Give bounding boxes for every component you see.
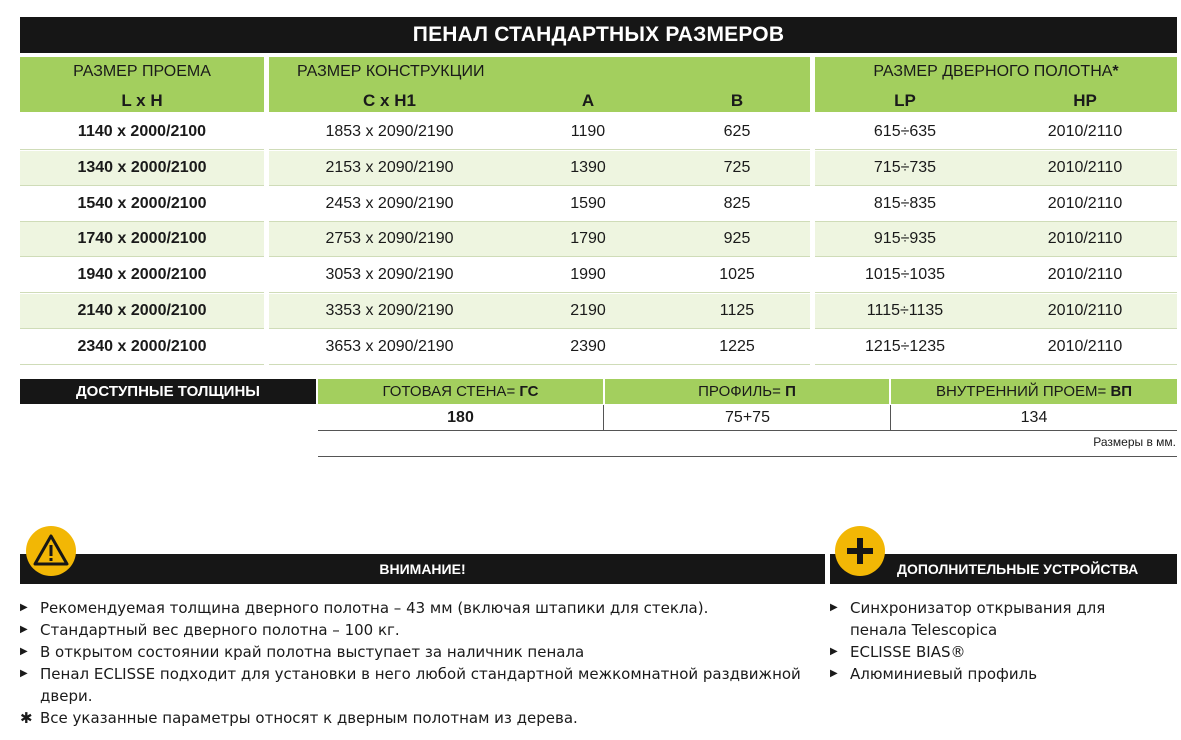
table-cell-a: 1590: [570, 195, 606, 212]
table-cell-a: 2390: [570, 338, 606, 355]
table-cell-hp: 2010/2110: [1047, 266, 1123, 283]
note-divider: [318, 456, 1177, 457]
header-hp: HP: [1073, 91, 1097, 110]
table-cell-lh: 1340 x 2000/2100: [77, 159, 207, 176]
table-cell-lh: 1140 x 2000/2100: [77, 123, 207, 140]
footnote: ✱ Все указанные параметры относят к дверным полотнам из дерева.: [20, 709, 578, 727]
table-cell-b: 625: [723, 123, 751, 140]
header-construction-sub: C x H1: [363, 91, 416, 110]
table-cell-lh: 2140 x 2000/2100: [77, 302, 207, 319]
warning-list: [20, 597, 820, 729]
table-cell-ch: 2153 x 2090/2190: [325, 159, 454, 176]
table-cell-ch: 3653 x 2090/2190: [325, 338, 454, 355]
table-cell-b: 1025: [719, 266, 755, 283]
header-opening-sub: L x H: [121, 91, 163, 110]
table-cell-ch: 3353 x 2090/2190: [325, 302, 454, 319]
table-cell-b: 1225: [719, 338, 755, 355]
extras-title: ДОПОЛНИТЕЛЬНЫЕ УСТРОЙСТВА: [830, 554, 1177, 584]
table-cell-a: 1790: [570, 230, 606, 247]
thickness-inner-header: ВНУТРЕННИЙ ПРОЕМ= ВП: [891, 379, 1177, 404]
table-cell-ch: 2453 x 2090/2190: [325, 195, 454, 212]
warning-title: ВНИМАНИЕ!: [20, 554, 825, 584]
table-cell-lp: 815÷835: [873, 195, 937, 212]
table-cell-lh: 1540 x 2000/2100: [77, 195, 207, 212]
list-item: ▶ Рекомендуемая толщина дверного полотна – 43 мм (включая штапики для стекла).: [20, 599, 709, 617]
table-cell-lp: 715÷735: [873, 159, 937, 176]
table-cell-lp: 1015÷1035: [865, 266, 945, 283]
table-cell-a: 1390: [570, 159, 606, 176]
thickness-inner-value: 134: [1020, 409, 1048, 426]
table-cell-hp: 2010/2110: [1047, 195, 1123, 212]
thickness-wall-value: 180: [318, 405, 604, 430]
table-cell-lp: 1215÷1235: [865, 338, 945, 355]
table-cell-a: 1190: [570, 123, 606, 140]
table-title: ПЕНАЛ СТАНДАРТНЫХ РАЗМЕРОВ: [20, 17, 1177, 53]
bullet-icon: ▶: [20, 624, 28, 635]
bullet-icon: ▶: [830, 646, 838, 657]
thickness-profile-value: 75+75: [605, 405, 891, 430]
header-construction: [269, 57, 810, 112]
table-cell-hp: 2010/2110: [1047, 338, 1123, 355]
units-note: Размеры в мм.: [1093, 435, 1176, 449]
table-cell-lp: 1115÷1135: [866, 302, 944, 319]
table-cell-lp: 915÷935: [873, 230, 937, 247]
table-cell-lh: 1740 x 2000/2100: [77, 230, 207, 247]
table-cell-lp: 615÷635: [873, 123, 937, 140]
header-b: B: [730, 91, 744, 110]
table-cell-hp: 2010/2110: [1047, 123, 1123, 140]
bullet-icon: ▶: [20, 646, 28, 657]
header-door: [815, 57, 1177, 112]
thickness-divider: [318, 430, 1177, 431]
table-cell-b: 925: [723, 230, 751, 247]
list-item: ▶ Синхронизатор открывания для пенала Telescopica: [830, 599, 1106, 639]
table-cell-b: 825: [723, 195, 751, 212]
table-cell-a: 1990: [570, 266, 606, 283]
table-cell-ch: 1853 x 2090/2190: [325, 123, 454, 140]
table-cell-hp: 2010/2110: [1047, 230, 1123, 247]
list-item: ▶ ECLISSE BIAS®: [830, 643, 966, 661]
bullet-icon: ▶: [830, 602, 838, 613]
table-cell-a: 2190: [570, 302, 606, 319]
extras-list: [830, 597, 1165, 685]
list-item: ▶ Пенал ECLISSE подходит для установки в него любой стандартной межкомнатной раздвижной двери.: [20, 665, 801, 705]
table-cell-lh: 1940 x 2000/2100: [77, 266, 207, 283]
list-item: ▶ В открытом состоянии край полотна выступает за наличник пенала: [20, 643, 585, 661]
header-opening: [20, 57, 264, 112]
bullet-icon: ▶: [20, 668, 28, 679]
header-opening-label: РАЗМЕР ПРОЕМА: [73, 63, 211, 80]
header-construction-label: РАЗМЕР КОНСТРУКЦИИ: [297, 63, 485, 80]
table-cell-b: 725: [723, 159, 751, 176]
table-cell-b: 1125: [719, 302, 755, 319]
header-lp: LP: [894, 91, 916, 110]
table-cell-hp: 2010/2110: [1047, 159, 1123, 176]
list-item: ▶ Стандартный вес дверного полотна – 100 кг.: [20, 621, 400, 639]
table-cell-ch: 2753 x 2090/2190: [325, 230, 454, 247]
bullet-icon: ▶: [20, 602, 28, 613]
table-cell-lh: 2340 x 2000/2100: [77, 338, 207, 355]
plus-icon: [835, 526, 885, 576]
thickness-profile-header: ПРОФИЛЬ= П: [605, 379, 889, 404]
thickness-label: ДОСТУПНЫЕ ТОЛЩИНЫ: [20, 379, 316, 404]
header-a: A: [581, 91, 595, 110]
bullet-icon: ▶: [830, 668, 838, 679]
table-cell-ch: 3053 x 2090/2190: [325, 266, 454, 283]
table-cell-hp: 2010/2110: [1047, 302, 1123, 319]
list-item: ▶ Алюминиевый профиль: [830, 665, 1038, 683]
header-door-label: РАЗМЕР ДВЕРНОГО ПОЛОТНА*: [873, 63, 1119, 80]
thickness-wall-header: ГОТОВАЯ СТЕНА= ГС: [318, 379, 603, 404]
warning-triangle-icon: [26, 526, 76, 576]
